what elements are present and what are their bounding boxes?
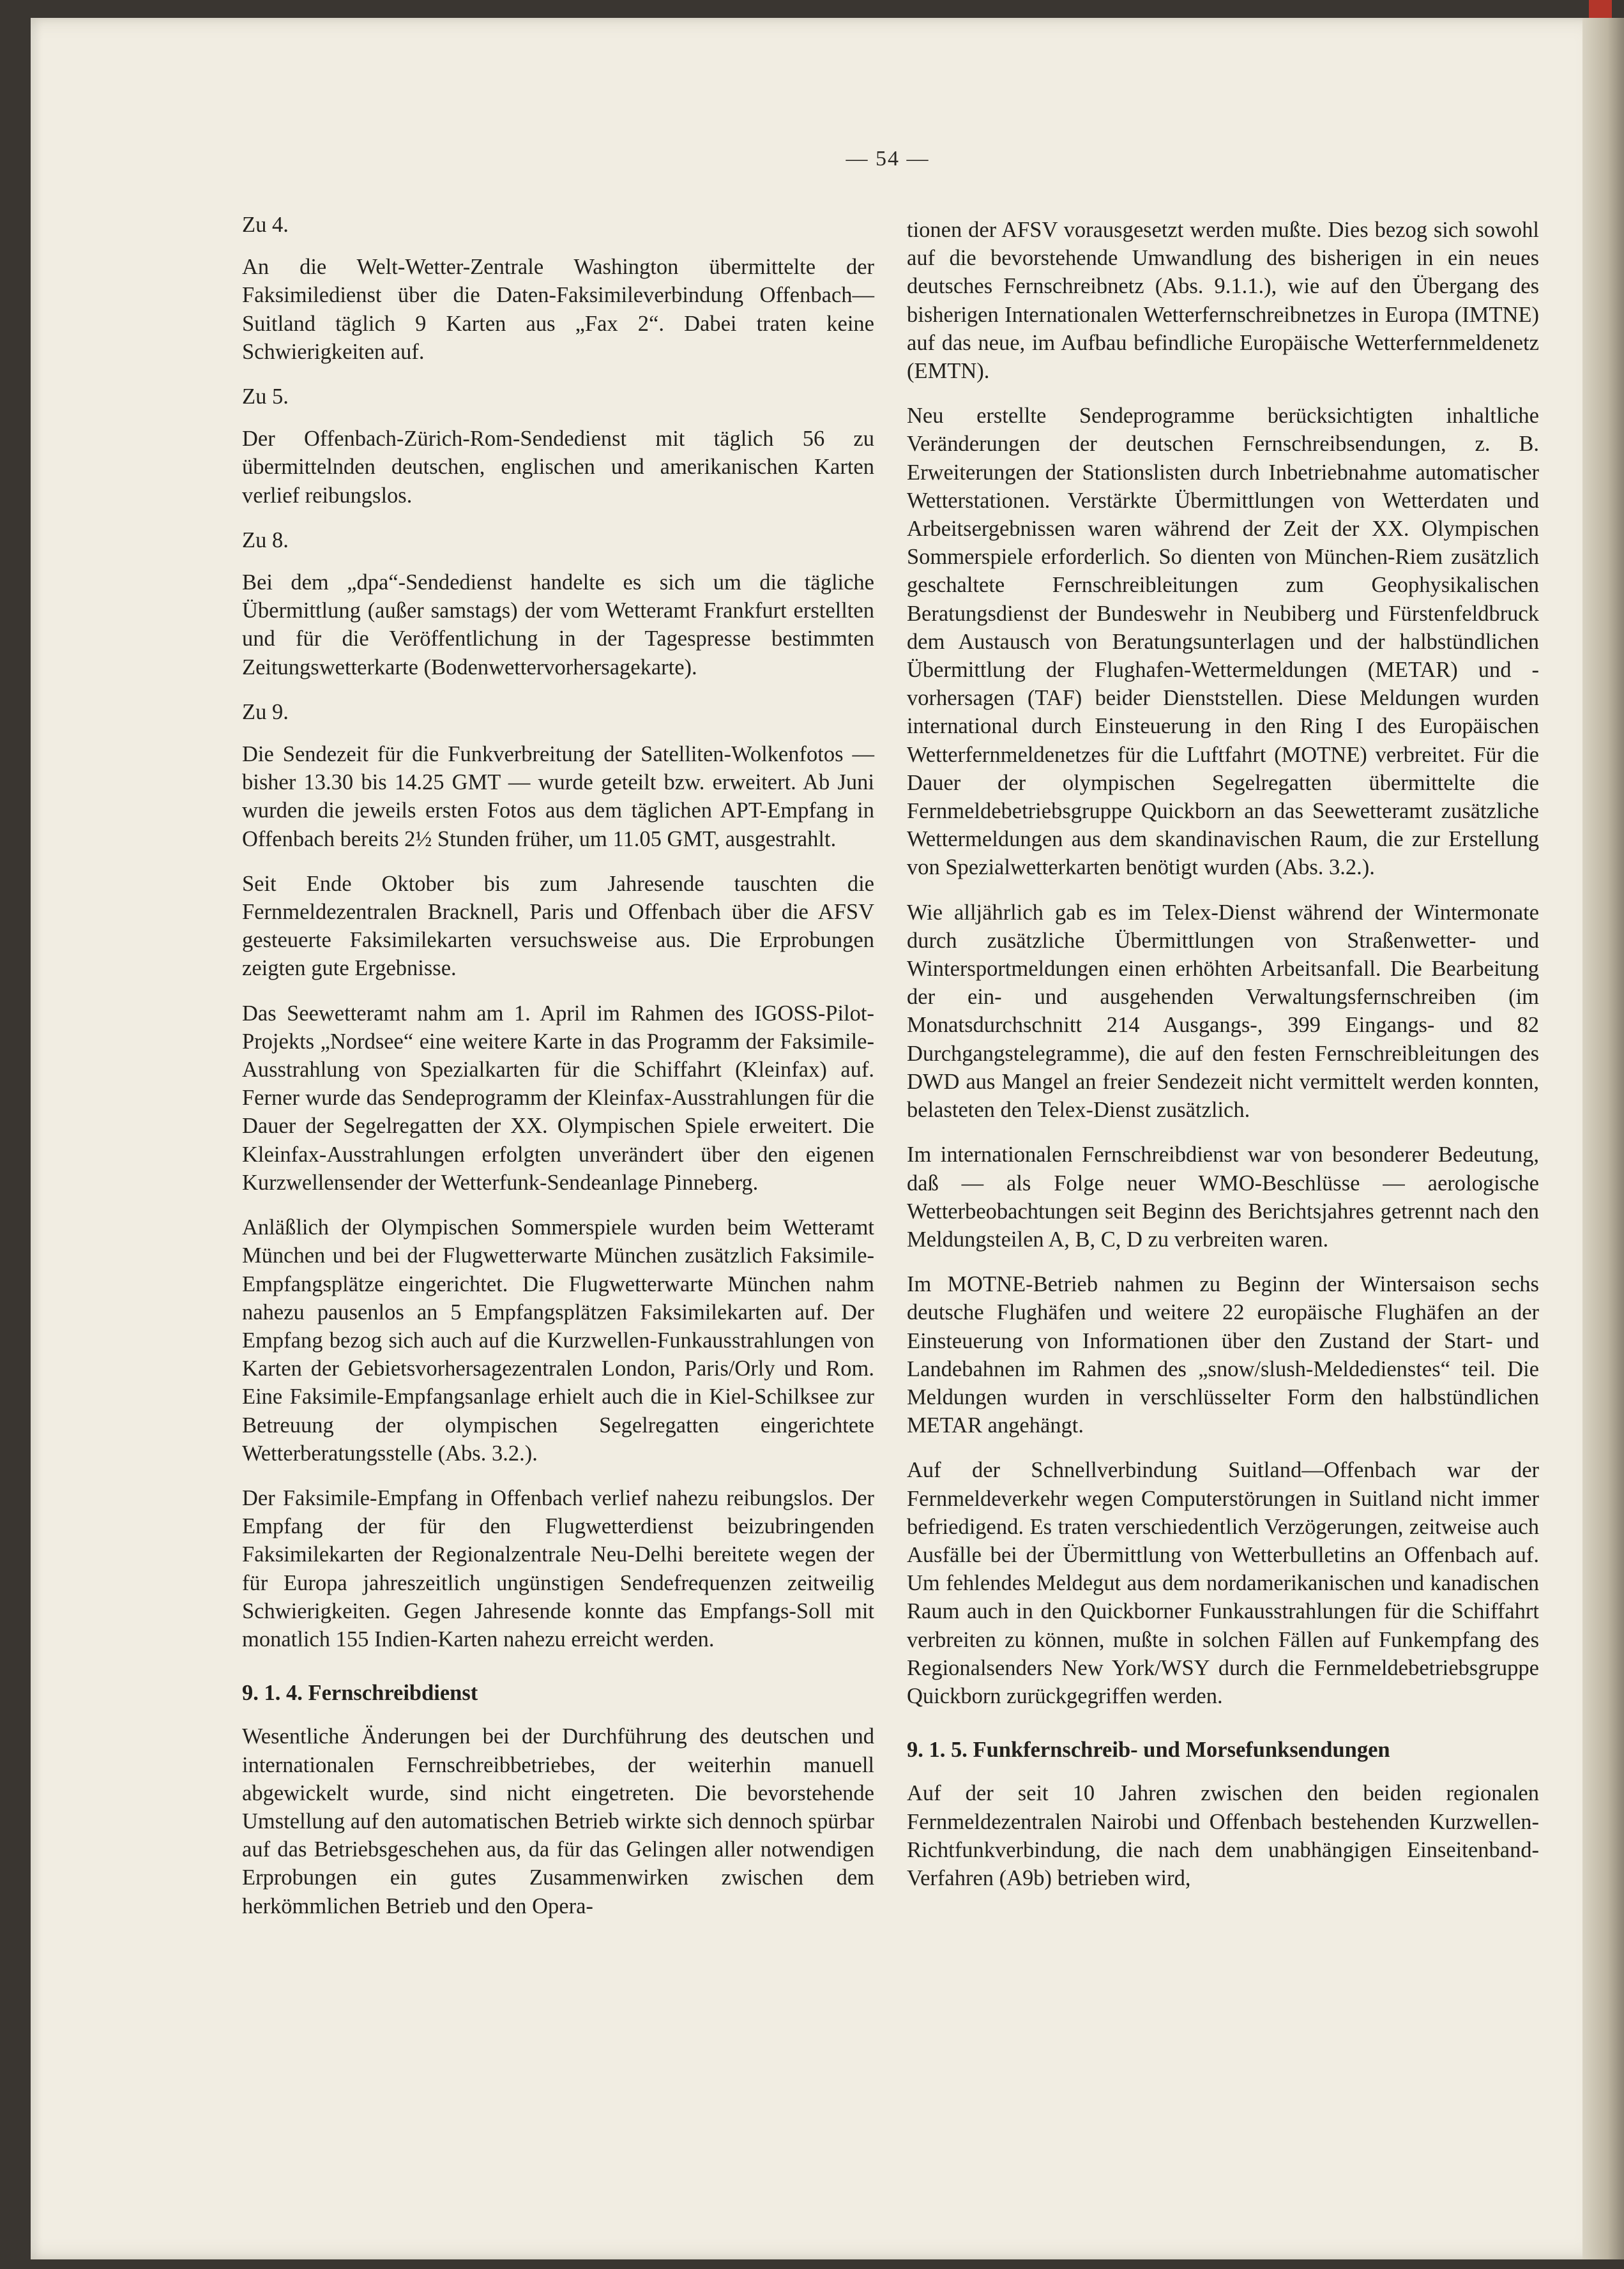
paragraph: Die Sendezeit für die Funkverbreitung der Satelliten-Wolkenfotos — bisher 13.30 bis 14.25 GMT — wurde geteilt bzw. erweitert. Ab Juni wurden die jeweils ersten Fotos aus dem täglichen APT-Empfang in Offenbach bereits 2½ Stunden früher, um 11.05 GMT, ausgestrahlt. <box>242 742 874 851</box>
paragraph: An die Welt-Wetter-Zentrale Washington übermittelte der Faksimiledienst über die Daten-Faksimileverbindung Offenbach—Suitland täglich 9 Karten aus „Fax 2“. Dabei traten keine Schwierigkeiten auf. <box>242 255 874 364</box>
paragraph: Das Seewetteramt nahm am 1. April im Rahmen des IGOSS-Pilot-Projekts „Nordsee“ eine weitere Karte in das Programm der Faksimile-Ausstrahlung von Spezialkarten für die Schiffahrt (Kleinfax) auf. Ferner wurde das Sendeprogramm der Kleinfax-Ausstrahlungen für die Dauer der Segelregatten der XX. Olympischen Spiele erweitert. Die Kleinfax-Ausstrahlungen erfolgten unverändert über den eigenen Kurzwellensender der Wetterfunk-Sendeanlage Pinneberg. <box>242 1001 874 1195</box>
paragraph: Im MOTNE-Betrieb nahmen zu Beginn der Wintersaison sechs deutsche Flughäfen und weitere 22 europäische Flughäfen an der Einsteuerung von Informationen über den Zustand der Start- und Landebahnen im Rahmen des „snow/slush-Meldedienstes“ teil. Die Meldungen wurden in verschlüsselter Form den halbstündlichen METAR angehängt. <box>907 1272 1539 1438</box>
paragraph: tionen der AFSV vorausgesetzt werden mußte. Dies bezog sich sowohl auf die bevorstehende Umwandlung des bisherigen in ein neues deutsches Fernschreibnetz (Abs. 9.1.1.), wie auf den Übergang des bisherigen Internationalen Wetterfernschreibnetzes in Europa (IMTNE) auf das neue, im Aufbau befindliche Europäische Wetterfernmeldenetz (EMTN). <box>907 218 1539 384</box>
paragraph: Wie alljährlich gab es im Telex-Dienst während der Wintermonate durch zusätzliche Übermittlungen von Straßenwetter- und Wintersportmeldungen einen erhöhten Arbeitsanfall. Die Bearbeitung der ein- und ausgehenden Verwaltungsfernschreiben (im Monatsdurchschnitt 214 Ausgangs-, 399 Eingangs- und 82 Durchgangstelegramme), die auf den festen Fernschreibleitungen des DWD aus Mangel an freier Sendezeit nicht vermittelt werden konnten, belasteten den Telex-Dienst zusätzlich. <box>907 900 1539 1123</box>
paragraph: Der Faksimile-Empfang in Offenbach verlief nahezu reibungslos. Der Empfang der für den Flugwetterdienst beizubringenden Faksimilekarten der Regionalzentrale Neu-Delhi bereitete wegen der für Europa jahreszeitlich ungünstigen Sendefrequenzen zeitweilig Schwierigkeiten. Gegen Jahresende konnte das Empfangs-Soll mit monatlich 155 Indien-Karten nahezu erreicht werden. <box>242 1485 874 1651</box>
paragraph: Auf der Schnellverbindung Suitland—Offenbach war der Fernmeldeverkehr wegen Computerstörungen in Suitland nicht immer befriedigend. Es traten verschiedentlich Verzögerungen, zeitweise auch Ausfälle bei der Übermittlung von Wetterbulletins an Offenbach auf. Um fehlendes Meldegut aus dem nordamerikanischen und kanadischen Raum auch in den Quickborner Funkausstrahlungen für die Schiffahrt verbreiten zu können, mußte in solchen Fällen auf Funkempfang des Regionalsenders New York/WSY durch die Fernmeldebetriebsgruppe Quickborn zurückgegriffen werden. <box>907 1458 1539 1708</box>
page-number: — 54 — <box>846 147 930 171</box>
section-ref: Zu 8. <box>242 527 289 552</box>
section-ref: Zu 9. <box>242 699 289 724</box>
section-ref: Zu 5. <box>242 384 289 409</box>
paragraph: Bei dem „dpa“-Sendedienst handelte es sich um die tägliche Übermittlung (außer samstags) der vom Wetteramt Frankfurt erstellten und für die Veröffentlichung in der Tagespresse bestimmten Zeitungswetterkarte (Bodenwettervorhersagekarte). <box>242 570 874 679</box>
left-column <box>242 211 874 1937</box>
paragraph: Neu erstellte Sendeprogramme berücksichtigten inhaltliche Veränderungen der deutschen Fernschreibsendungen, z. B. Erweiterungen der Stationslisten durch Inbetriebnahme automatischer Wetterstationen. Verstärkte Übermittlungen von Wetterdaten und Arbeitsergebnissen waren während der Zeit der XX. Olympischen Sommerspiele erforderlich. So dienten von München-Riem zusätzlich geschaltete Fernschreibleitungen zum Geophysikalischen Beratungsdienst der Bundeswehr in Neubiberg und Fürstenfeldbruck dem Austausch von Beratungsunterlagen und der halbstündlichen Übermittlung der Flughafen-Wettermeldungen (METAR) und -vorhersagen (TAF) beider Dienststellen. Diese Meldungen wurden international durch Einsteuerung in den Ring I des Europäischen Wetterfernmeldenetzes für die Luftfahrt (MOTNE) verbreitet. Für die Dauer der olympischen Segelregatten übermittelte die Fernmeldebetriebsgruppe Quickborn an das Seewetteramt zusätzliche Wettermeldungen aus dem skandinavischen Raum, die zur Erstellung von Spezialwetterkarten benötigt wurden (Abs. 3.2.). <box>907 404 1539 880</box>
right-column <box>907 216 1539 1909</box>
paragraph: Auf der seit 10 Jahren zwischen den beiden regionalen Fernmeldezentralen Nairobi und Offenbach bestehenden Kurzwellen-Richtfunkverbindung, die nach dem unabhängigen Einseitenband-Verfahren (A9b) betrieben wird, <box>907 1781 1539 1890</box>
section-heading: 9. 1. 4. Fernschreibdienst <box>242 1681 478 1706</box>
page-edge <box>1582 18 1624 2259</box>
section-heading: 9. 1. 5. Funkfernschreib- und Morsefunksendungen <box>907 1738 1390 1763</box>
bookmark-ribbon <box>1589 0 1612 18</box>
paragraph: Anläßlich der Olympischen Sommerspiele wurden beim Wetteramt München und bei der Flugwetterwarte München zusätzlich Faksimile-Empfangsplätze eingerichtet. Die Flugwetterwarte München nahm nahezu pausenlos an 5 Empfangsplätzen Faksimilekarten auf. Der Empfang bezog sich auch auf die Kurzwellen-Funkausstrahlungen von Karten der Gebietsvorhersagezentralen London, Paris/Orly und Rom. Eine Faksimile-Empfangsanlage erhielt auch die in Kiel-Schilksee zur Betreuung der olympischen Segelregatten eingerichtete Wetterberatungsstelle (Abs. 3.2.). <box>242 1215 874 1466</box>
paragraph: Seit Ende Oktober bis zum Jahresende tauschten die Fernmeldezentralen Bracknell, Paris und Offenbach über die AFSV gesteuerte Faksimilekarten versuchsweise aus. Die Erprobungen zeigten gute Ergebnisse. <box>242 871 874 981</box>
paragraph: Im internationalen Fernschreibdienst war von besonderer Bedeutung, daß — als Folge neuer WMO-Beschlüsse — aerologische Wetterbeobachtungen seit Beginn des Berichtsjahres getrennt nach den Meldungsteilen A, B, C, D zu verbreiten waren. <box>907 1142 1539 1252</box>
section-ref: Zu 4. <box>242 213 289 237</box>
paragraph: Wesentliche Änderungen bei der Durchführung des deutschen und internationalen Fernschreibbetriebes, der weiterhin manuell abgewickelt wurde, sind nicht eingetreten. Die bevorstehende Umstellung auf den automatischen Betrieb wirkte sich dennoch spürbar auf das Betriebsgeschehen aus, da für das Gelingen aller notwendigen Erprobungen ein gutes Zusammenwirken zwischen dem herkömmlichen Betrieb und den Opera- <box>242 1724 874 1918</box>
paragraph: Der Offenbach-Zürich-Rom-Sendedienst mit täglich 56 zu übermittelnden deutschen, englischen und amerikanischen Karten verlief reibungslos. <box>242 427 874 508</box>
